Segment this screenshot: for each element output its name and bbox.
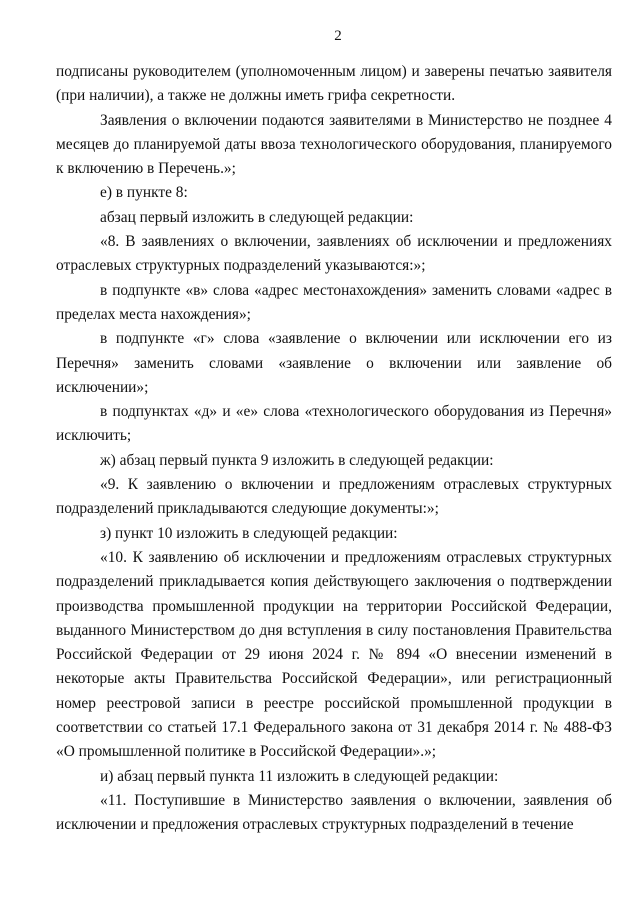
paragraph: в подпункте «в» слова «адрес местонахождения» заменить словами «адрес в пределах места нахождения»; [56,281,612,323]
paragraph: абзац первый изложить в следующей редакции: [100,208,414,226]
paragraph: Заявления о включении подаются заявителями в Министерство не позднее 4 месяцев до планируемой даты ввоза технологического оборудования, планируемого к включению в Перечень.»; [56,111,612,178]
paragraph: подписаны руководителем (уполномоченным лицом) и заверены печатью заявителя (при наличии), а также не должны иметь грифа секретности. [56,63,612,105]
paragraph: «10. К заявлению об исключении и предложениям отраслевых структурных подразделений прикладывается копия действующего заключения о подтверждении производства промышленной продукции на территории Российской Федерации, выданного Министерством до дня вступления в силу постановления Правительства Российской Федерации от 29 июня 2024 г. № 894 «О внесении изменений в некоторые акты Правительства Российской Федерации», или регистрационный номер реестровой записи в реестре российской промышленной продукции в соответствии со статьей 17.1 Федерального закона от 31 декабря 2014 г. № 488-ФЗ «О промышленной политике в Российской Федерации».»; [56,548,612,761]
paragraph: «11. Поступившие в Министерство заявления о включении, заявления об исключении и предложения отраслевых структурных подразделений в течение [56,791,612,834]
paragraph: з) пункт 10 изложить в следующей редакции: [100,524,398,542]
document-body [56,60,612,838]
paragraph: и) абзац первый пункта 11 изложить в следующей редакции: [100,767,499,785]
paragraph: в подпункте «г» слова «заявление о включении или исключении его из Перечня» заменить словами «заявление о включении или заявление об исключении»; [56,330,612,396]
paragraph: ж) абзац первый пункта 9 изложить в следующей редакции: [100,451,494,469]
paragraph: «8. В заявлениях о включении, заявлениях об исключении и предложениях отраслевых структурных подразделений указываются:»; [56,233,612,275]
page-number: 2 [334,28,342,44]
paragraph: в подпунктах «д» и «е» слова «технологического оборудования из Перечня» исключить; [56,403,612,445]
paragraph: «9. К заявлению о включении и предложениям отраслевых структурных подразделений прикладываются следующие документы:»; [56,476,612,518]
paragraph: е) в пункте 8: [100,184,188,202]
